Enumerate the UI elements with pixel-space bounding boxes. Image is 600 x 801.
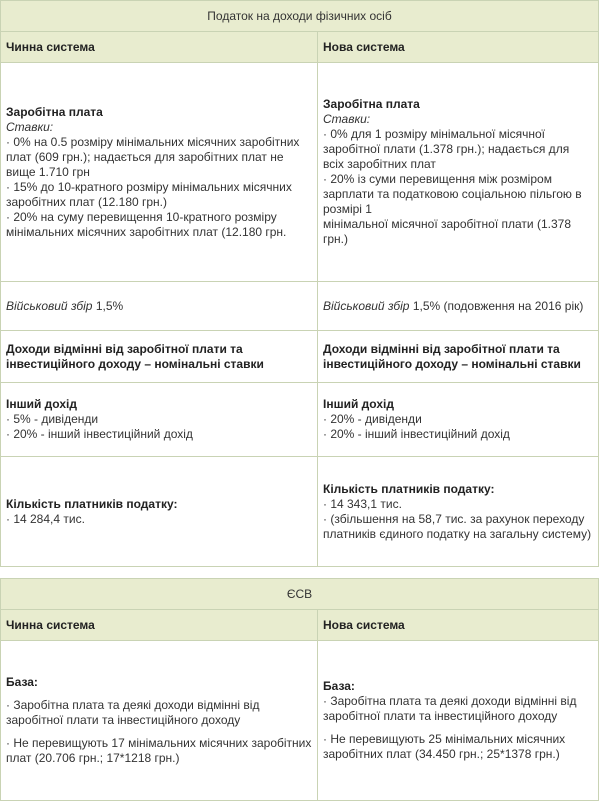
salary-new-cell: [318, 63, 599, 282]
salary-current-cell: [1, 63, 318, 282]
list-item: · 20% на суму перевищення 10-кратного розміру мінімальних місячних заробітних плат (12.180 грн.: [6, 209, 287, 239]
col-new-header: Нова система: [318, 32, 599, 63]
list-item: · Не перевищують 25 мінімальних місячних заробітних плат (34.450 грн.; 25*1378 грн.): [323, 732, 566, 761]
list-item: мінімальної місячної заробітної плати (1.378 грн.): [323, 217, 571, 246]
rates-label: Ставки:: [6, 119, 54, 134]
list-item: · (збільшення на 58,7 тис. за рахунок переходу платників єдиного податку на загальну систему): [323, 511, 592, 541]
payers-current-cell: Кількість платників податку: · 14 284,4 тис.: [1, 457, 318, 567]
col-current-header: Чинна система: [1, 32, 318, 63]
list-item: · 0% на 0.5 розміру мінімальних місячних заробітних плат (609 грн.); надається для заробітних плат не вище 1.710 грн: [6, 134, 300, 179]
list-item: · 20% із суми перевищення між розміром зарплати та податковою соціальною пільгою в розмірі 1: [323, 172, 582, 216]
list-item: · 5% - дивіденди: [6, 412, 99, 426]
other-income-new-heading: Доходи відмінні від заробітної плати та інвестиційного доходу – номінальні ставки: [318, 331, 599, 383]
military-new-cell: Військовий збір 1,5% (подовження на 2016 рік): [318, 282, 599, 331]
payers-new-cell: Кількість платників податку: · 14 343,1 тис. · (збільшення на 58,7 тис. за рахунок переходу платників єдиного податку на загальну систему): [318, 457, 599, 567]
list-item: · Не перевищують 17 мінімальних місячних заробітних плат (20.706 грн.; 17*1218 грн.): [6, 736, 312, 765]
list-item: · 0% для 1 розміру мінімальної місячної заробітної плати (1.378 грн.); надається для всіх заробітних плат: [323, 127, 570, 171]
salary-heading: Заробітна плата: [323, 97, 420, 111]
list-item: · 20% - інший інвестиційний дохід: [323, 427, 510, 441]
base-new-cell: База: · Заробітна плата та деякі доходи відмінні від заробітної плати та інвестиційного доходу · Не перевищують 25 мінімальних місячних заробітних плат (34.450 грн.; 25*1378 грн.): [318, 641, 599, 801]
base-current-cell: База: · Заробітна плата та деякі доходи відмінні від заробітної плати та інвестиційного доходу · Не перевищують 17 мінімальних місячних заробітних плат (20.706 грн.; 17*1218 грн.): [1, 641, 318, 801]
pit-title: Податок на доходи фізичних осіб: [1, 1, 599, 32]
col-current-header: Чинна система: [1, 610, 318, 641]
other-new-cell: Інший дохід · 20% - дивіденди · 20% - інший інвестиційний дохід: [318, 383, 599, 457]
rates-label: Ставки:: [323, 112, 371, 126]
list-item: · 20% - інший інвестиційний дохід: [6, 427, 193, 441]
military-current-cell: Військовий збір 1,5%: [1, 282, 318, 331]
list-item: · 15% до 10-кратного розміру мінімальних місячних заробітних плат (12.180 грн.): [6, 179, 292, 209]
list-item: · Заробітна плата та деякі доходи відмінні від заробітної плати та інвестиційного доходу: [323, 694, 577, 723]
esv-title: ЄСВ: [1, 579, 599, 610]
list-item: · 14 343,1 тис.: [323, 496, 402, 511]
salary-heading: Заробітна плата: [6, 104, 103, 119]
list-item: · Заробітна плата та деякі доходи відмінні від заробітної плати та інвестиційного доходу: [6, 698, 260, 727]
other-income-current-heading: Доходи відмінні від заробітної плати та інвестиційного доходу – номінальні ставки: [1, 331, 318, 383]
col-new-header: Нова система: [318, 610, 599, 641]
other-current-cell: Інший дохід · 5% - дивіденди · 20% - інший інвестиційний дохід: [1, 383, 318, 457]
esv-table: [0, 578, 599, 801]
list-item: · 20% - дивіденди: [323, 412, 422, 426]
list-item: · 14 284,4 тис.: [6, 511, 85, 526]
